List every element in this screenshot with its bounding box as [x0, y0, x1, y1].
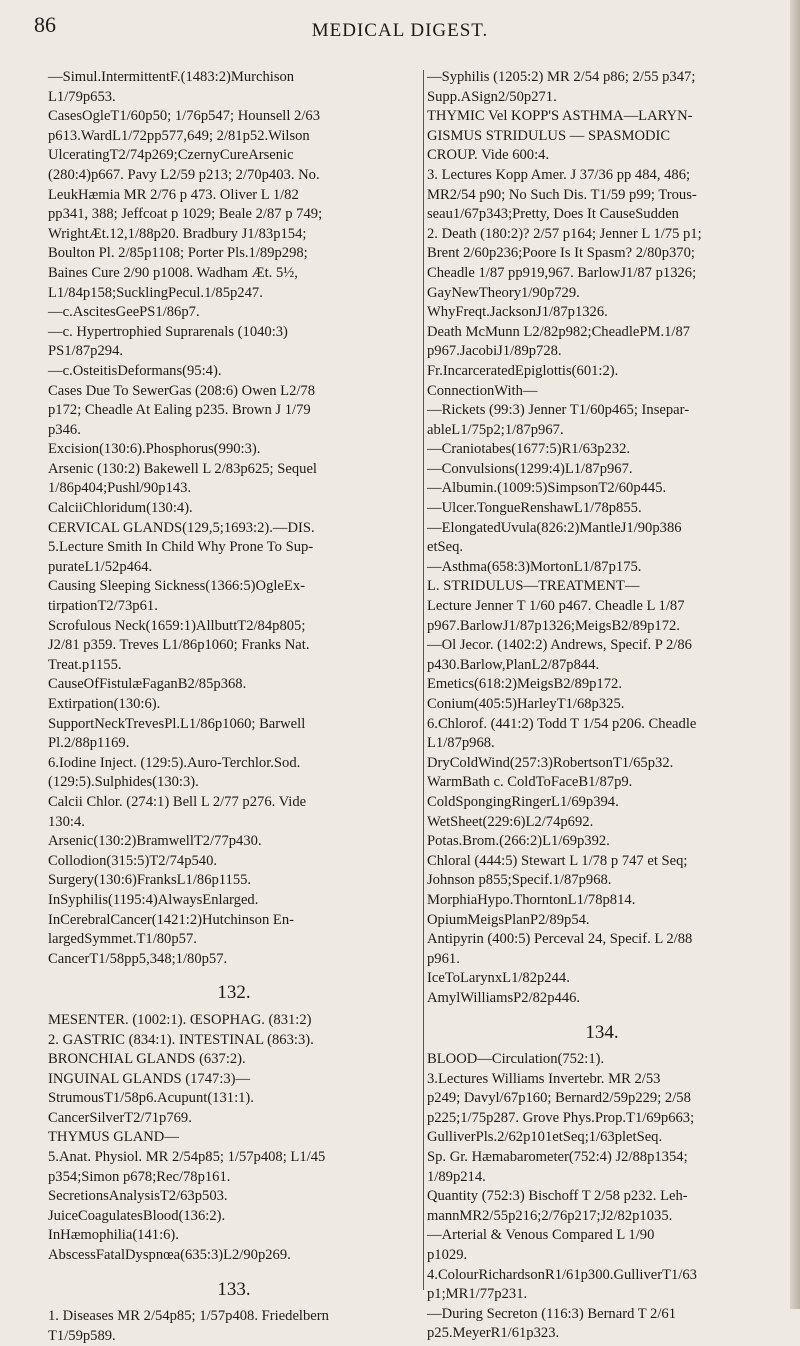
index-line: PS1/87p294.: [48, 343, 124, 360]
index-line: WhyFreqt.JacksonJ1/87p1326.: [427, 304, 608, 321]
index-line: p967.BarlowJ1/87p1326;MeigsB2/89p172.: [427, 617, 680, 634]
column-divider: [423, 70, 424, 1290]
index-line: —Albumin.(1009:5)SimpsonT2/60p445.: [427, 480, 667, 497]
index-line: Treat.p1155.: [48, 656, 122, 673]
index-line: 6.Iodine Inject. (129:5).Auro-Terchlor.Sod.: [48, 754, 301, 771]
index-line: InHæmophilia(141:6).: [48, 1227, 179, 1244]
index-line: (129:5).Sulphides(130:3).: [48, 774, 199, 791]
index-line: 130:4.: [48, 813, 85, 830]
index-line: largedSymmet.T1/80p57.: [48, 931, 197, 948]
index-line: Cases Due To SewerGas (208:6) Owen L2/78: [48, 382, 316, 399]
index-line: tirpationT2/73p61.: [48, 598, 158, 615]
index-line: GayNewTheory1/90p729.: [427, 284, 580, 301]
index-line: Calcii Chlor. (274:1) Bell L 2/77 p276. Vide: [48, 793, 307, 810]
index-line: pp341, 388; Jeffcoat p 1029; Beale 2/87 p 749;: [48, 206, 323, 223]
index-line: —Ol Jecor. (1402:2) Andrews, Specif. P 2/86: [427, 637, 692, 654]
section-number: 132.: [217, 982, 251, 1004]
index-line: MR2/54 p90; No Such Dis. T1/59 p99; Trous-: [427, 186, 697, 203]
index-line: 1. Diseases MR 2/54p85; 1/57p408. Friedelbern: [48, 1308, 329, 1325]
index-line: Supp.ASign2/50p271.: [427, 88, 557, 105]
index-line: CalciiChloridum(130:4).: [48, 500, 193, 517]
index-line: purateL1/52p464.: [48, 558, 153, 575]
index-line: p249; Davyl/67p160; Bernard2/59p229; 2/58: [427, 1090, 691, 1107]
index-line: seau1/67p343;Pretty, Does It CauseSudden: [427, 206, 679, 223]
index-line: 2. Death (180:2)? 2/57 p164; Jenner L 1/75 p1;: [427, 225, 702, 242]
index-line: Boulton Pl. 2/85p1108; Porter Pls.1/89p298;: [48, 245, 308, 262]
index-line: Collodion(315:5)T2/74p540.: [48, 852, 218, 869]
index-line: Conium(405:5)HarleyT1/68p325.: [427, 696, 625, 712]
index-line: —Syphilis (1205:2) MR 2/54 p86; 2/55 p347;: [427, 69, 696, 85]
index-line: AmylWilliamsP2/82p446.: [427, 989, 581, 1006]
index-line: CancerSilverT2/71p769.: [48, 1109, 192, 1126]
index-line: Emetics(618:2)MeigsB2/89p172.: [427, 676, 622, 693]
index-line: IceToLarynxL1/82p244.: [427, 970, 570, 987]
index-line: THYMUS GLAND—: [48, 1129, 179, 1146]
index-line: —During Secreton (116:3) Bernard T 2/61: [427, 1305, 676, 1322]
index-line: BRONCHIAL GLANDS (637:2).: [48, 1051, 246, 1068]
index-line: 4.ColourRichardsonR1/61p300.GulliverT1/63: [427, 1266, 697, 1283]
index-line: LeukHæmia MR 2/76 p 473. Oliver L 1/82: [48, 186, 299, 203]
left-column: [48, 68, 420, 1346]
index-line: —c.AscitesGeePS1/86p7.: [48, 304, 200, 321]
index-line: INGUINAL GLANDS (1747:3)—: [48, 1070, 251, 1087]
index-line: p346.: [48, 421, 81, 438]
page-number: 86: [34, 12, 56, 37]
index-line: L1/87p968.: [427, 735, 495, 752]
index-line: p967.JacobiJ1/89p728.: [427, 343, 562, 360]
index-line: Potas.Brom.(266:2)L1/69p392.: [427, 833, 610, 850]
index-line: JuiceCoagulatesBlood(136:2).: [48, 1207, 226, 1224]
index-line: CasesOgleT1/60p50; 1/76p547; Hounsell 2/63: [48, 108, 320, 125]
index-line: Quantity (752:3) Bischoff T 2/58 p232. Leh-: [427, 1188, 688, 1205]
section-number: 134.: [585, 1021, 619, 1043]
index-line: MESENTER. (1002:1). ŒSOPHAG. (831:2): [48, 1011, 312, 1028]
right-column: [427, 68, 777, 1344]
index-line: WrightÆt.12,1/88p20. Bradbury J1/83p154;: [48, 225, 307, 242]
running-head: MEDICAL DIGEST.: [311, 20, 489, 41]
index-line: DryColdWind(257:3)RobertsonT1/65p32.: [427, 754, 674, 771]
index-line: Cheadle 1/87 pp919,967. BarlowJ1/87 p1326;: [427, 264, 697, 281]
index-line: UlceratingT2/74p269;CzernyCureArsenic: [48, 147, 294, 164]
index-line: p172; Cheadle At Ealing p235. Brown J 1/79: [48, 402, 311, 419]
index-line: Extirpation(130:6).: [48, 696, 161, 712]
index-line: Scrofulous Neck(1659:1)AllbuttT2/84p805;: [48, 617, 306, 634]
index-line: Arsenic (130:2) Bakewell L 2/83p625; Sequel: [48, 460, 317, 477]
index-line: Causing Sleeping Sickness(1366:5)OgleEx-: [48, 578, 305, 595]
index-line: p354;Simon p678;Rec/78p161.: [48, 1168, 231, 1185]
index-line: StrumousT1/58p6.Acupunt(131:1).: [48, 1090, 254, 1107]
index-line: InSyphilis(1195:4)AlwaysEnlarged.: [48, 891, 259, 908]
index-line: THYMIC Vel KOPP'S ASTHMA—LARYN-: [427, 108, 693, 125]
index-line: L1/84p158;SucklingPecul.1/85p247.: [48, 284, 263, 301]
index-line: p430.Barlow,PlanL2/87p844.: [427, 656, 600, 673]
index-line: Chloral (444:5) Stewart L 1/78 p 747 et Seq;: [427, 852, 688, 869]
index-line: CauseOfFistulæFaganB2/85p368.: [48, 676, 247, 693]
index-line: (280:4)p667. Pavy L2/59 p213; 2/70p403. No.: [48, 166, 320, 183]
index-line: —Craniotabes(1677:5)R1/63p232.: [427, 441, 631, 458]
index-line: L1/79p653.: [48, 88, 116, 105]
index-line: —Convulsions(1299:4)L1/87p967.: [427, 460, 633, 477]
index-line: p1029.: [427, 1247, 468, 1264]
index-line: InCerebralCancer(1421:2)Hutchinson En-: [48, 911, 294, 928]
index-line: 5.Anat. Physiol. MR 2/54p85; 1/57p408; L1/45: [48, 1149, 326, 1166]
index-line: CancerT1/58pp5,348;1/80p57.: [48, 950, 228, 967]
index-line: GISMUS STRIDULUS — SPASMODIC: [427, 127, 671, 144]
index-line: —Rickets (99:3) Jenner T1/60p465; Insepar-: [427, 402, 690, 419]
index-line: 6.Chlorof. (441:2) Todd T 1/54 p206. Cheadle: [427, 715, 697, 732]
index-line: BLOOD—Circulation(752:1).: [427, 1051, 605, 1068]
index-line: CROUP. Vide 600:4.: [427, 147, 550, 164]
index-line: Excision(130:6).Phosphorus(990:3).: [48, 441, 261, 458]
index-line: Lecture Jenner T 1/60 p467. Cheadle L 1/87: [427, 598, 685, 615]
index-line: Baines Cure 2/90 p1008. Wadham Æt. 5½,: [48, 264, 298, 281]
index-line: —c. Hypertrophied Suprarenals (1040:3): [48, 323, 288, 340]
index-line: ableL1/75p2;1/87p967.: [427, 421, 564, 438]
index-line: Fr.IncarceratedEpiglottis(601:2).: [427, 362, 619, 379]
index-line: Sp. Gr. Hæmabarometer(752:4) J2/88p1354;: [427, 1149, 688, 1166]
index-line: —Arterial & Venous Compared L 1/90: [427, 1227, 655, 1244]
index-line: p25.MeyerR1/61p323.: [427, 1325, 560, 1342]
index-line: CERVICAL GLANDS(129,5;1693:2).—DIS.: [48, 519, 315, 536]
index-line: Brent 2/60p236;Poore Is It Spasm? 2/80p370;: [427, 245, 695, 262]
index-line: Arsenic(130:2)BramwellT2/77p430.: [48, 833, 262, 850]
index-line: —ElongatedUvula(826:2)MantleJ1/90p386: [427, 519, 682, 536]
index-line: OpiumMeigsPlanP2/89p54.: [427, 911, 590, 928]
index-line: Death McMunn L2/82p982;CheadlePM.1/87: [427, 323, 691, 340]
index-line: Pl.2/88p1169.: [48, 735, 130, 752]
index-line: SupportNeckTrevesPl.L1/86p1060; Barwell: [48, 715, 306, 732]
index-line: J2/81 p359. Treves L1/86p1060; Franks Nat.: [48, 637, 310, 654]
index-line: —Asthma(658:3)MortonL1/87p175.: [427, 558, 642, 575]
index-line: —Simul.IntermittentF.(1483:2)Murchison: [48, 69, 295, 85]
index-line: p961.: [427, 950, 460, 967]
index-line: SecretionsAnalysisT2/63p503.: [48, 1188, 228, 1205]
index-line: 3. Lectures Kopp Amer. J 37/36 pp 484, 486;: [427, 166, 691, 183]
index-line: p225;1/75p287. Grove Phys.Prop.T1/69p663;: [427, 1109, 695, 1126]
section-number: 133.: [217, 1278, 251, 1300]
page-edge: [790, 0, 800, 1309]
index-line: AbscessFatalDyspnœa(635:3)L2/90p269.: [48, 1247, 291, 1264]
index-line: GulliverPls.2/62p101etSeq;1/63pletSeq.: [427, 1129, 663, 1146]
index-line: MorphiaHypo.ThorntonL1/78p814.: [427, 891, 636, 908]
index-line: etSeq.: [427, 539, 464, 556]
index-line: 1/89p214.: [427, 1168, 486, 1185]
index-line: 5.Lecture Smith In Child Why Prone To Sup-: [48, 539, 314, 556]
index-line: Surgery(130:6)FranksL1/86p1155.: [48, 872, 252, 889]
index-line: 3.Lectures Williams Invertebr. MR 2/53: [427, 1070, 661, 1087]
index-line: —c.OsteitisDeformans(95:4).: [48, 362, 222, 379]
index-line: ConnectionWith—: [427, 382, 538, 399]
index-line: Johnson p855;Specif.1/87p968.: [427, 872, 612, 889]
index-line: WarmBath c. ColdToFaceB1/87p9.: [427, 774, 633, 791]
index-line: 2. GASTRIC (834:1). INTESTINAL (863:3).: [48, 1031, 314, 1048]
index-line: T1/59p589.: [48, 1327, 116, 1344]
index-line: p613.WardL1/72pp577,649; 2/81p52.Wilson: [48, 127, 310, 144]
index-line: L. STRIDULUS—TREATMENT—: [427, 578, 640, 595]
index-line: WetSheet(229:6)L2/74p692.: [427, 813, 594, 830]
index-line: Antipyrin (400:5) Perceval 24, Specif. L 2/88: [427, 931, 693, 948]
index-line: mannMR2/55p216;2/76p217;J2/82p1035.: [427, 1207, 673, 1224]
index-line: ColdSpongingRingerL1/69p394.: [427, 793, 619, 810]
index-line: p1;MR1/77p231.: [427, 1286, 528, 1303]
index-line: 1/86p404;Pushl/90p143.: [48, 480, 192, 497]
index-line: —Ulcer.TongueRenshawL1/78p855.: [427, 500, 642, 517]
